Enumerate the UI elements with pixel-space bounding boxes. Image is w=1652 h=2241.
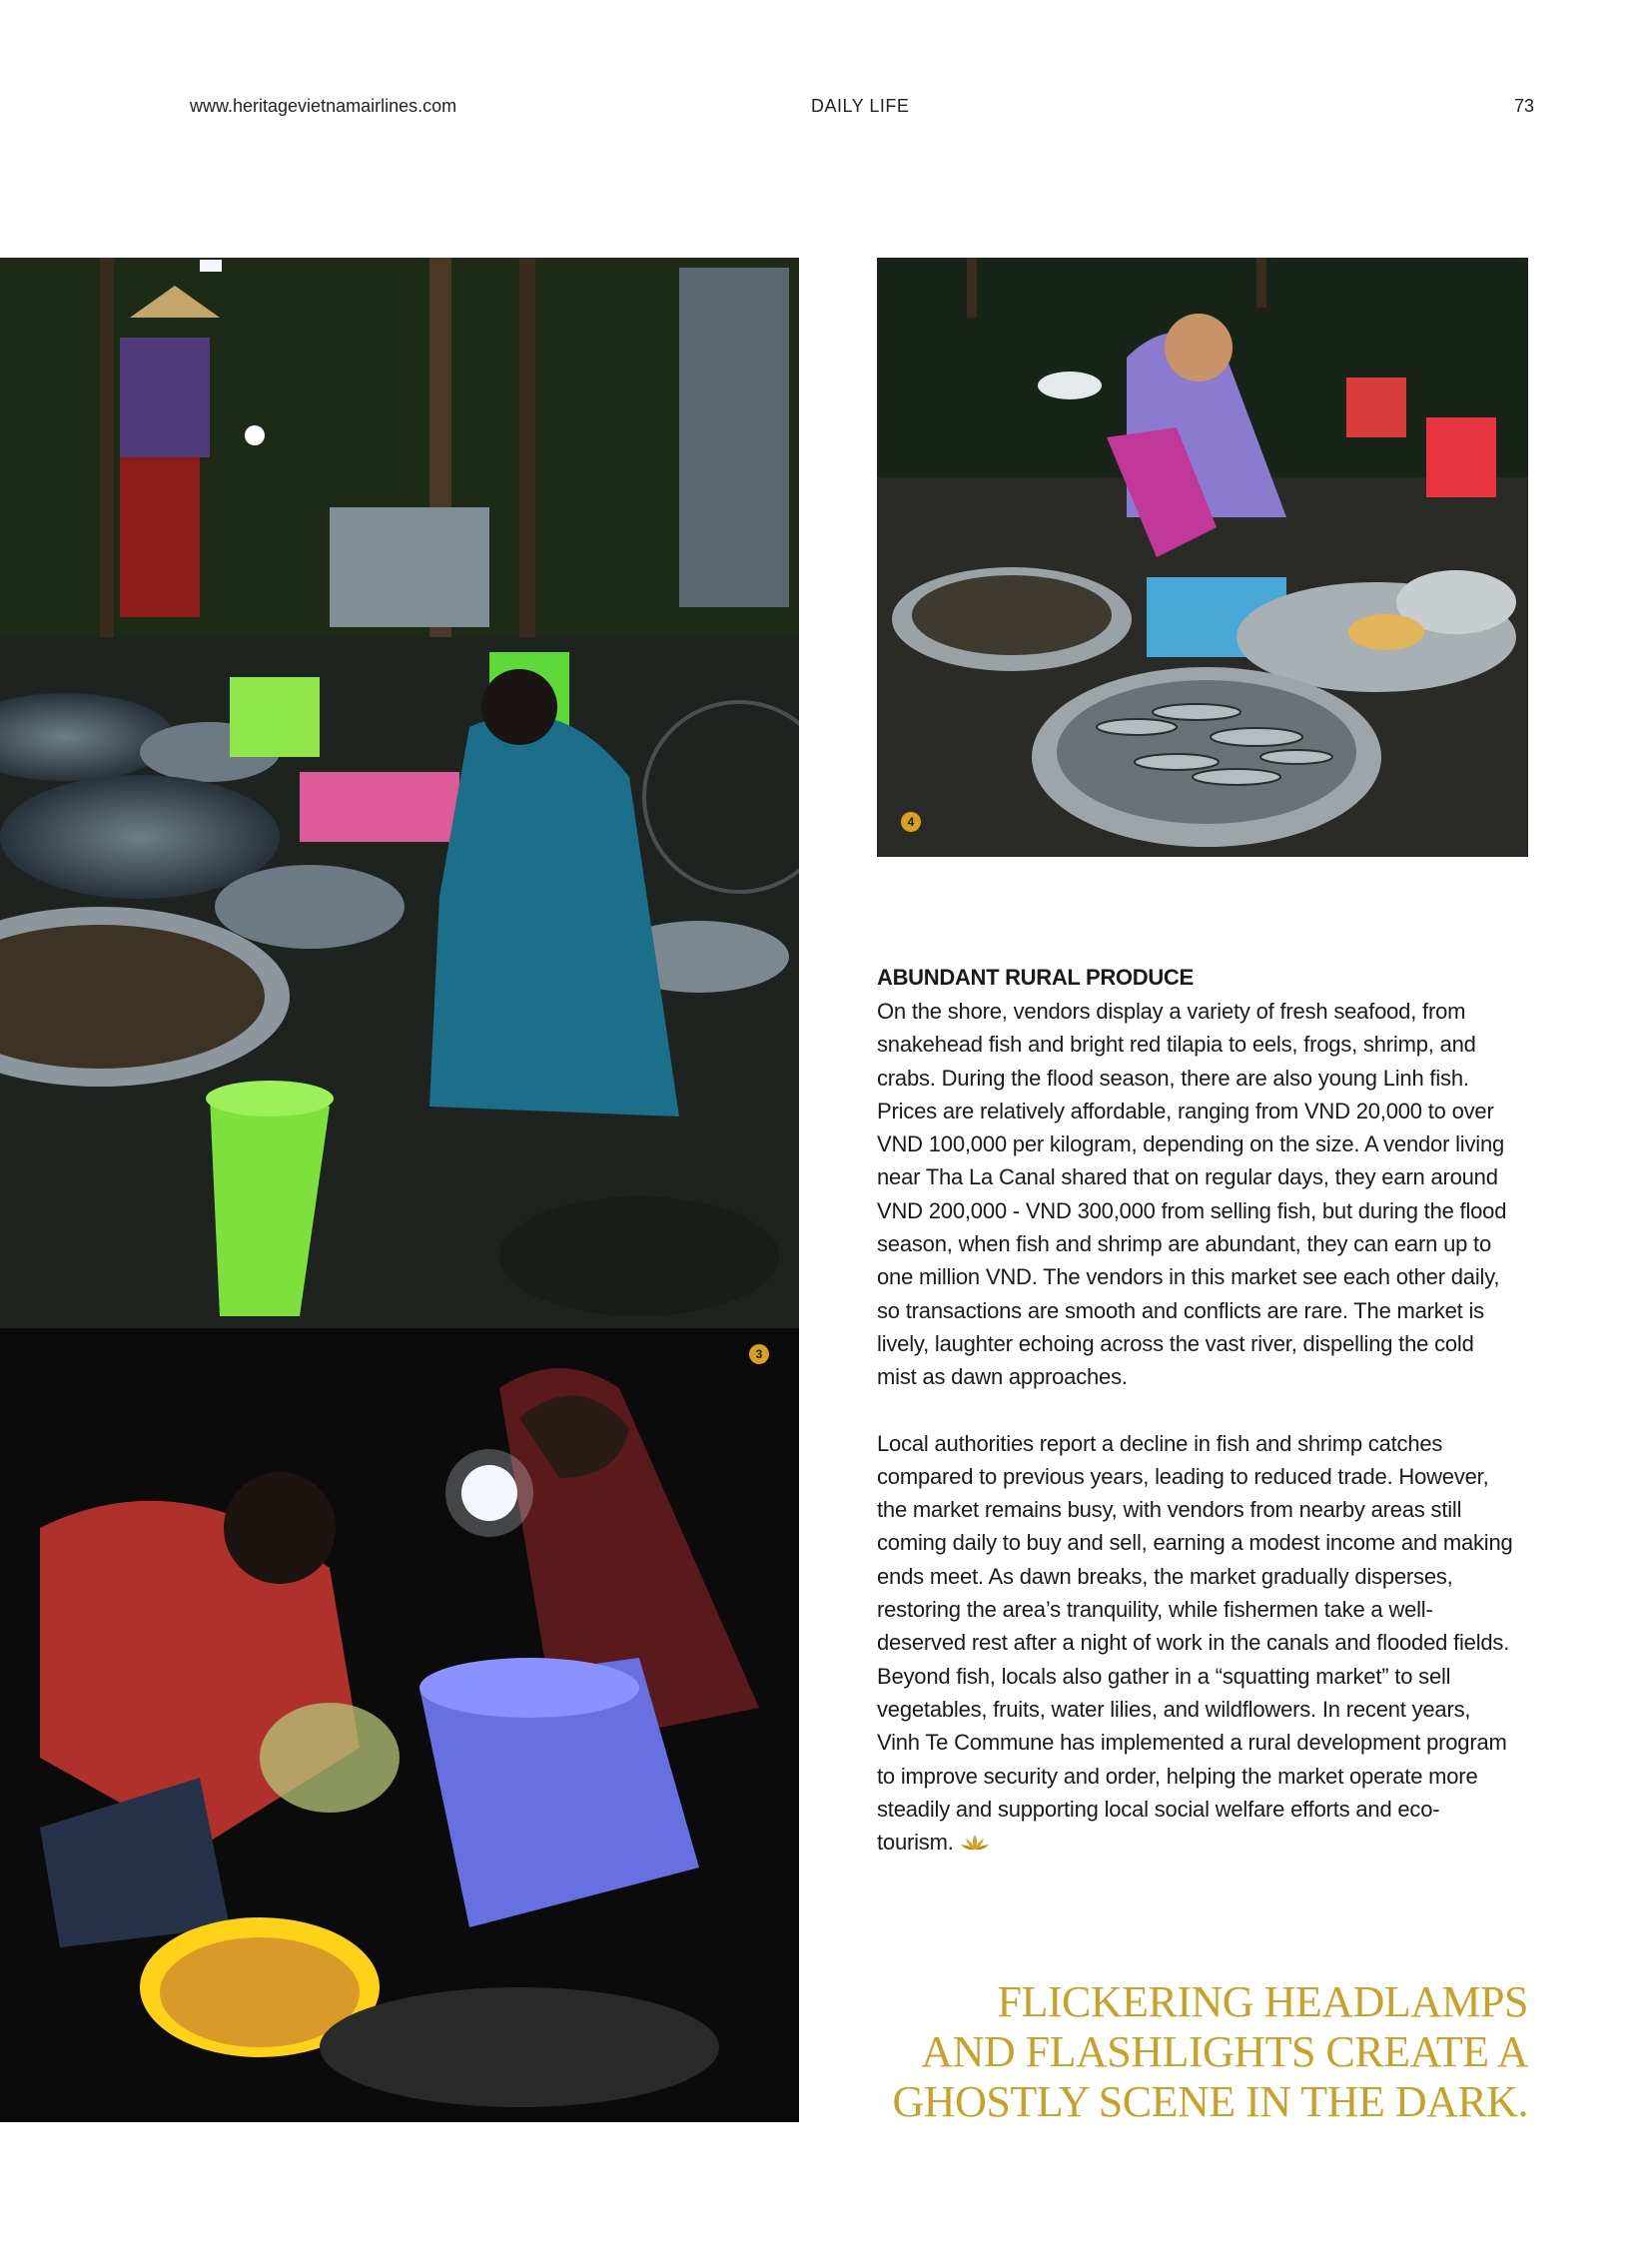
pull-quote-line-2: AND FLASHLIGHTS CREATE A	[921, 2027, 1528, 2076]
photo-caption-badge-4: 4	[901, 812, 921, 832]
photo-headlamp-scene	[0, 1328, 799, 2122]
article-paragraph-2-container	[877, 1427, 1516, 1860]
pull-quote-line-3: GHOSTLY SCENE IN THE DARK.	[892, 2077, 1528, 2126]
article-body	[877, 965, 1516, 1859]
photo-fish-vendor-illustration	[877, 258, 1528, 857]
lotus-end-mark-icon	[960, 1834, 990, 1852]
page-number: 73	[1513, 96, 1534, 116]
header-section: DAILY LIFE	[811, 96, 910, 116]
photo-caption-badge-3: 3	[749, 1344, 769, 1364]
pull-quote-line-1: FLICKERING HEADLAMPS	[997, 1977, 1528, 2026]
article-paragraph-1: On the shore, vendors display a variety of fresh seafood, from snakehead fish and bright red tilapia to eels, frogs, shrimp, and crabs. During the flood season, there are also young Linh fish. Prices are relatively affordable, ranging from VND 20,000 to over VND 100,000 per kilogram, depending on the size. A vendor living near Tha La Canal shared that on regular days, they earn around VND 200,000 - VND 300,000 from selling fish, but during the flood season, when fish and shrimp are abundant, they can earn up to one million VND. The vendors in this market see each other daily, so transactions are smooth and conflicts are rare. The market is lively, laughter echoing across the vast river, dispelling the cold mist as dawn approaches.	[877, 999, 1507, 1390]
photo-headlamp-scene-illustration	[0, 1328, 799, 2122]
pull-quote	[829, 1977, 1528, 2127]
photo-fish-vendor	[877, 258, 1528, 857]
header-url: www.heritagevietnamairlines.com	[190, 96, 457, 116]
photo-night-market-vendors	[0, 258, 799, 1328]
photo-night-market-vendors-illustration	[0, 258, 799, 1328]
article-heading: ABUNDANT RURAL PRODUCE	[877, 965, 1194, 990]
article-paragraph-2: Local authorities report a decline in fish and shrimp catches compared to previous years, leading to reduced trade. However, the market remains busy, with vendors from nearby areas still coming daily to buy and sell, earning a modest income and making ends meet. As dawn breaks, the market gradually disperses, restoring the area’s tranquility, while fishermen take a well-deserved rest after a night of work in the canals and flooded fields. Beyond fish, locals also gather in a “squatting market” to sell vegetables, fruits, water lilies, and wildflowers. In recent years, Vinh Te Commune has implemented a rural development program to improve security and order, helping the market operate more steadily and supporting local social welfare efforts and eco-tourism.	[877, 1430, 1513, 1856]
